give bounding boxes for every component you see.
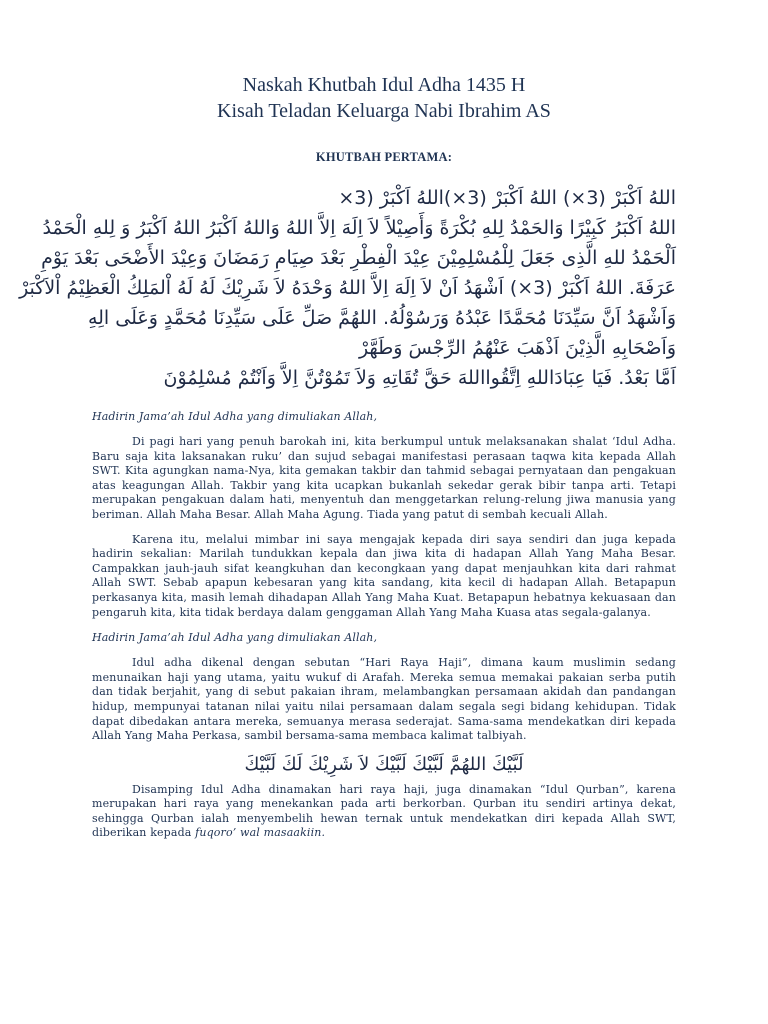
italic-phrase: fuqoro’ wal masaakiin. [195, 826, 326, 840]
document-title [92, 72, 676, 124]
arabic-line: اللهُ اَكْبَرْ (3×) اللهُ اَكْبَرْ (3×)اللهُ اَكْبَرْ (3× [338, 187, 676, 209]
arabic-line: اللهُ اَكْبَرُ كَبِيْرًا وَالحَمْدُ لِلهِ بُكْرَةً وَأَصِيْلاً لاَ اِلَهَ اِلاَّ اللهُ وَاللهُ اَكْبَرُ اللهُ اَكْبَرُ وَ لِلهِ الْحَمْدُ [42, 217, 676, 239]
arabic-line: وَاَصْحَابِهِ الَّذِيْنَ اَذْهَبَ عَنْهُمُ الرِّجْسَ وَطَهَّرْ [358, 337, 676, 359]
title-line-2: Kisah Teladan Keluarga Nabi Ibrahim AS [217, 100, 551, 122]
arabic-line: اَلْحَمْدُ للهِ الَّذِى جَعَلَ لِلْمُسْلِمِيْنَ عِيْدَ الْفِطْرِ بَعْدَ صِيَامِ رَمَضَانَ وَعِيْدَ الأَضْحَى بَعْدَ يَوْمِ [41, 247, 676, 269]
body-paragraph: Karena itu, melalui mimbar ini saya mengajak kepada diri saya sendiri dan juga kepada hadirin sekalian: Marilah tundukkan kepala dan jiwa kita di hadapan Allah Yang Maha Besar. Campakkan jauh-jauh sifat keangkuhan dan kecongkaan yang dapat menjauhkan kita dari rahmat Allah SWT. Sebab apapun kebesaran yang kita sandang, kita kecil di hadapan Allah. Betapapun perkasanya kita, masih lemah dihadapan Allah Yang Maha Kuat. Betapapun hebatnya kekuasaan dan pengaruh kita, kita tidak berdaya dalam genggaman Allah Yang Maha Kuasa atas segala-galanya. [92, 532, 676, 619]
arabic-line: وَاَشْهَدُ اَنَّ سَيِّدَنَا مُحَمَّدًا عَبْدُهُ وَرَسُوْلُهُ. اللهُمَّ صَلِّ عَلَى سَيِّدِنَا مُحَمَّدٍ وَعَلَى الِهِ [87, 307, 676, 329]
arabic-opening-text [19, 183, 676, 393]
body-paragraph: Di pagi hari yang penuh barokah ini, kita berkumpul untuk melaksanakan shalat ‘Idul Adha. Baru saja kita laksanakan ruku’ dan sujud sebagai manifestasi perasaan taqwa kita kepada Allah SWT. Kita agungkan nama-Nya, kita gemakan takbir dan tahmid sebagai pernyataan dan pengakuan atas keagungan Allah. Takbir yang kita ucapkan bukanlah sekedar gerak bibir tanpa arti. Tetapi merupakan pengakuan dalam hati, menyentuh dan menggetarkan relung-relung jiwa manusia yang beriman. Allah Maha Besar. Allah Maha Agung. Tiada yang patut di sembah kecuali Allah. [92, 435, 676, 521]
arabic-line: اَمَّا بَعْدُ. فَيَا عِبَادَاللهِ اِتَّقُوااللهَ حَقَّ تُقَاتِهِ وَلاَ تَمُوْتُنَّ اِلاَّ وَاَنْتُمْ مُسْلِمُوْنَ [163, 367, 676, 389]
paragraph-text: Disamping Idul Adha dinamakan hari raya haji, juga dinamakan “Idul Qurban”, karena merupakan hari raya yang menekankan pada arti berkorban. Qurban itu sendiri artinya dekat, sehingga Qurban ialah menyembelih hewan ternak untuk mendekatkan diri kepada Allah SWT, diberikan kepada [92, 782, 676, 840]
audience-address: Hadirin Jama’ah Idul Adha yang dimuliakan Allah, [92, 410, 378, 423]
body-paragraph [92, 783, 676, 841]
arabic-line: عَرَفَةَ. اللهُ اَكْبَرْ (3×) اَشْهَدُ اَنْ لاَ اِلَهَ اِلاَّ اللهُ وَحْدَهُ لاَ شَرِيْكَ لَهُ لَهُ اْلمَلِكُ الْعَظِيْمُ اْلاَكْبَرْ [19, 277, 676, 299]
section-heading: KHUTBAH PERTAMA: [315, 150, 453, 164]
audience-address: Hadirin Jama’ah Idul Adha yang dimuliakan Allah, [92, 631, 378, 645]
talbiyah-arabic: لَبَّيْكَ اللهُمَّ لَبَّيْكَ لَبَّيْكَ لاَ شَرِيْكَ لَكَ لَبَّيْكَ [244, 753, 524, 775]
title-line-1: Naskah Khutbah Idul Adha 1435 H [242, 74, 526, 96]
body-paragraph: Idul adha dikenal dengan sebutan “Hari Raya Haji”, dimana kaum muslimin sedang menunaikan haji yang utama, yaitu wukuf di Arafah. Mereka semua memakai pakaian serba putih dan tidak berjahit, yang di sebut pakaian ihram, melambangkan persamaan akidah dan pandangan hidup, mempunyai tatanan nilai yaitu nilai persamaan dalam segala segi bidang kehidupan. Tidak dapat dibedakan antara mereka, semuanya merasa sederajat. Sama-sama mendekatkan diri kepada Allah Yang Maha Perkasa, sambil bersama-sama membaca kalimat talbiyah. [92, 656, 676, 743]
